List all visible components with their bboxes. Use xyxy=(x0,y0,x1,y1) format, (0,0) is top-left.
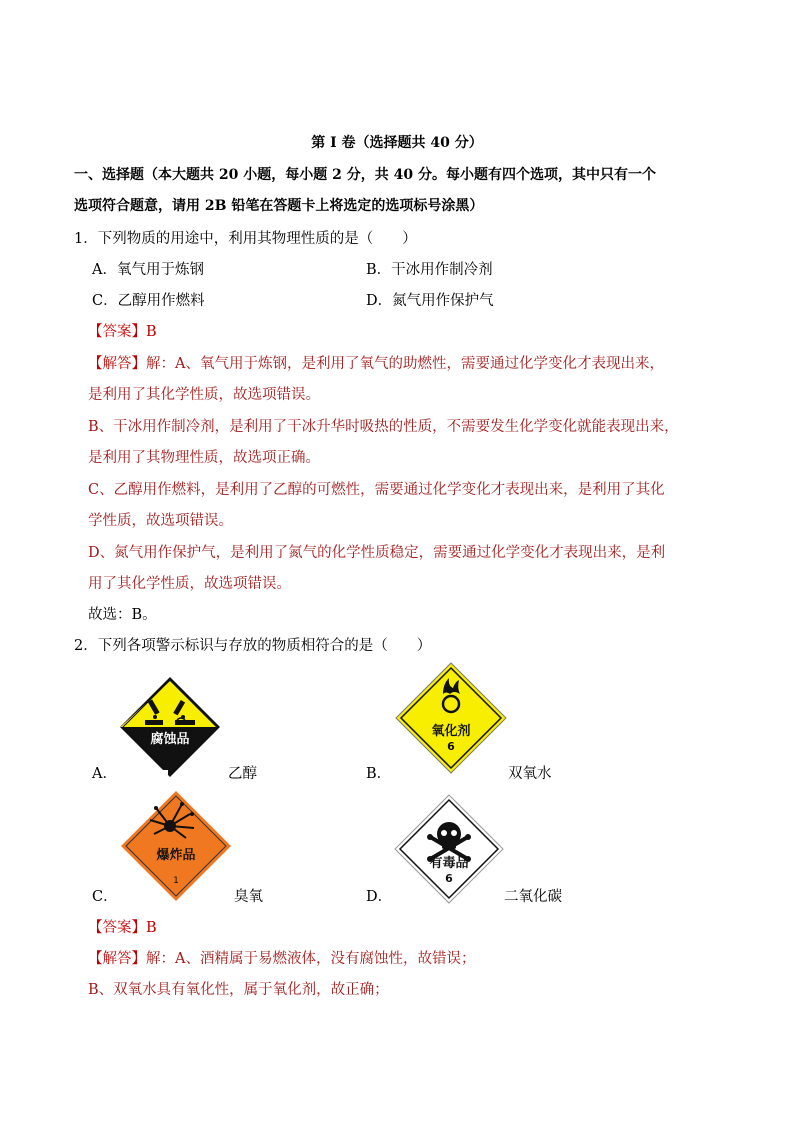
explosive-sign xyxy=(120,790,232,902)
section-heading-line1: 一、选择题（本大题共 20 小题，每小题 2 分，共 40 分。每小题有四个选项，其中只有一个 xyxy=(74,167,656,183)
q2-option-b-letter: B． xyxy=(366,766,392,782)
q2-option-c-letter: C． xyxy=(92,889,118,905)
explain-tag: 【解答】 xyxy=(88,951,146,967)
answer-tag: 【答案】 xyxy=(88,920,146,936)
answer-value: B xyxy=(146,324,157,340)
oxidizer-sign xyxy=(395,662,507,774)
q1-explain-line-5: C、乙醇用作燃料，是利用了乙醇的可燃性，需要通过化学变化才表现出来，是利用了其化 xyxy=(88,482,665,498)
explain-text: 解：A、氧气用于炼钢，是利用了氧气的助燃性，需要通过化学变化才表现出来， xyxy=(146,356,664,372)
toxic-sign-number: 6 xyxy=(445,872,453,885)
q1-option-b: B．干冰用作制冷剂 xyxy=(366,262,493,278)
explosive-sign-label: 爆炸品 xyxy=(156,848,196,863)
q1-explain-line-3: B、干冰用作制冷剂，是利用了干冰升华时吸热的性质，不需要发生化学变化就能表现出来， xyxy=(88,419,679,435)
q1-option-c: C．乙醇用作燃料 xyxy=(92,293,205,309)
q2-answer xyxy=(88,916,157,937)
toxic-sign-label: 有毒品 xyxy=(429,856,469,871)
q1-conclusion: 故选：B。 xyxy=(88,607,157,623)
explain-text: 解：A、酒精属于易燃液体，没有腐蚀性，故错误； xyxy=(146,951,476,967)
question-2-stem: 2．下列各项警示标识与存放的物质相符合的是（ ） xyxy=(74,638,432,654)
section-heading-line2: 选项符合题意，请用 2B 铅笔在答题卡上将选定的选项标号涂黑） xyxy=(74,198,484,214)
q1-option-a: A．氧气用于炼钢 xyxy=(92,262,204,278)
toxic-sign xyxy=(394,794,504,904)
explain-tag: 【解答】 xyxy=(88,356,146,372)
q1-option-d: D．氮气用作保护气 xyxy=(366,293,494,309)
section-title: 第 I 卷（选择题共 40 分） xyxy=(311,135,483,151)
q1-explain-line-4: 是利用了其物理性质，故选项正确。 xyxy=(88,450,320,466)
oxidizer-sign-label: 氧化剂 xyxy=(431,724,471,739)
corrosive-sign xyxy=(119,676,221,778)
answer-tag: 【答案】 xyxy=(88,324,146,340)
explosive-sign-number: 1 xyxy=(173,876,179,886)
q1-explain-line-6: 学性质，故选项错误。 xyxy=(88,513,233,529)
q1-explain-line-7: D、氮气用作保护气，是利用了氮气的化学性质稳定，需要通过化学变化才表现出来，是利 xyxy=(88,545,666,561)
q2-explain-line-1 xyxy=(88,947,475,968)
q2-option-d-letter: D． xyxy=(366,889,393,905)
q2-option-a-substance: 乙醇 xyxy=(228,766,257,782)
q2-option-b-substance: 双氧水 xyxy=(508,766,552,782)
q1-explain-line-1 xyxy=(88,352,664,373)
q1-explain-line-8: 用了其化学性质，故选项错误。 xyxy=(88,576,291,592)
q2-option-d-substance: 二氧化碳 xyxy=(504,889,562,905)
corrosive-sign-label: 腐蚀品 xyxy=(150,732,190,747)
q1-answer xyxy=(88,320,157,341)
q1-explain-line-2: 是利用了其化学性质，故选项错误。 xyxy=(88,387,320,403)
q2-option-a-letter: A． xyxy=(92,766,117,782)
answer-value: B xyxy=(146,920,157,936)
q2-option-c-substance: 臭氧 xyxy=(234,889,263,905)
oxidizer-sign-number: 6 xyxy=(447,740,455,753)
q2-explain-line-2: B、双氧水具有氧化性，属于氧化剂，故正确； xyxy=(88,982,389,998)
question-1-stem: 1．下列物质的用途中，利用其物理性质的是（ ） xyxy=(74,231,417,247)
